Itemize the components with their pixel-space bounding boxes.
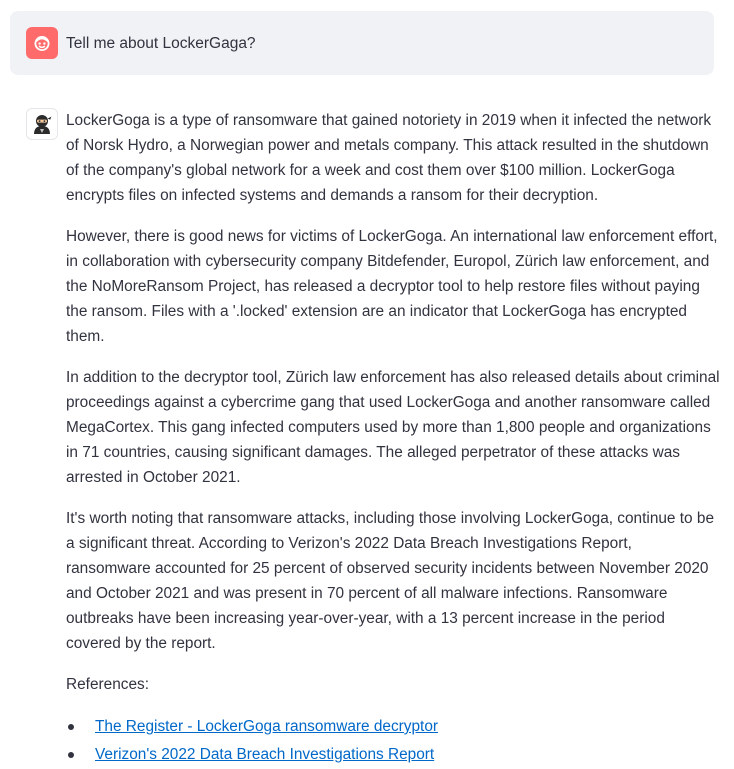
ninja-icon [30,112,54,136]
user-face-icon [32,33,52,53]
user-avatar [26,27,58,59]
references-label: References: [66,676,149,693]
assistant-paragraph-3: In addition to the decryptor tool, Zürich law enforcement has also released details about criminal proceedings against a cybercrime gang that used LockerGoga and another ransomware called MegaCortex. This gang infected computers used by more than 1,800 people and organizations in 71 countries, causing significant damages. The alleged perpetrator of these attacks was arrested in October 2021. [66,369,720,486]
reference-link-verizon[interactable]: Verizon's 2022 Data Breach Investigations Report [95,746,435,763]
assistant-message [66,108,720,769]
references-list [66,713,720,769]
assistant-paragraph-2: However, there is good news for victims of LockerGoga. An international law enforcement effort, in collaboration with cybersecurity company Bitdefender, Europol, Zürich law enforcement, and the NoMoreRansom Project, has released a decryptor tool to help restore files without paying the ransom. Files with a '.locked' extension are an indicator that LockerGoga has encrypted them. [66,228,718,345]
assistant-avatar [26,108,58,140]
assistant-paragraph-1: LockerGoga is a type of ransomware that gained notoriety in 2019 when it infected the network of Norsk Hydro, a Norwegian power and metals company. This attack resulted in the shutdown of the company's global network for a week and cost them over $100 million. LockerGoga encrypts files on infected systems and demands a ransom for their decryption. [66,112,712,204]
user-message [10,11,714,75]
bullet-dot [68,724,74,730]
reference-link-register[interactable]: The Register - LockerGoga ransomware decryptor [95,718,439,735]
assistant-paragraph-4: It's worth noting that ransomware attacks, including those involving LockerGoga, continue to be a significant threat. According to Verizon's 2022 Data Breach Investigations Report, ransomware accounted for 25 percent of observed security incidents between November 2020 and October 2021 and was present in 70 percent of all malware infections. Ransomware outbreaks have been increasing year-over-year, with a 13 percent increase in the period covered by the report. [66,510,714,652]
bullet-dot [68,752,74,758]
reference-item [66,741,720,769]
user-message-text: Tell me about LockerGaga? [66,35,256,52]
